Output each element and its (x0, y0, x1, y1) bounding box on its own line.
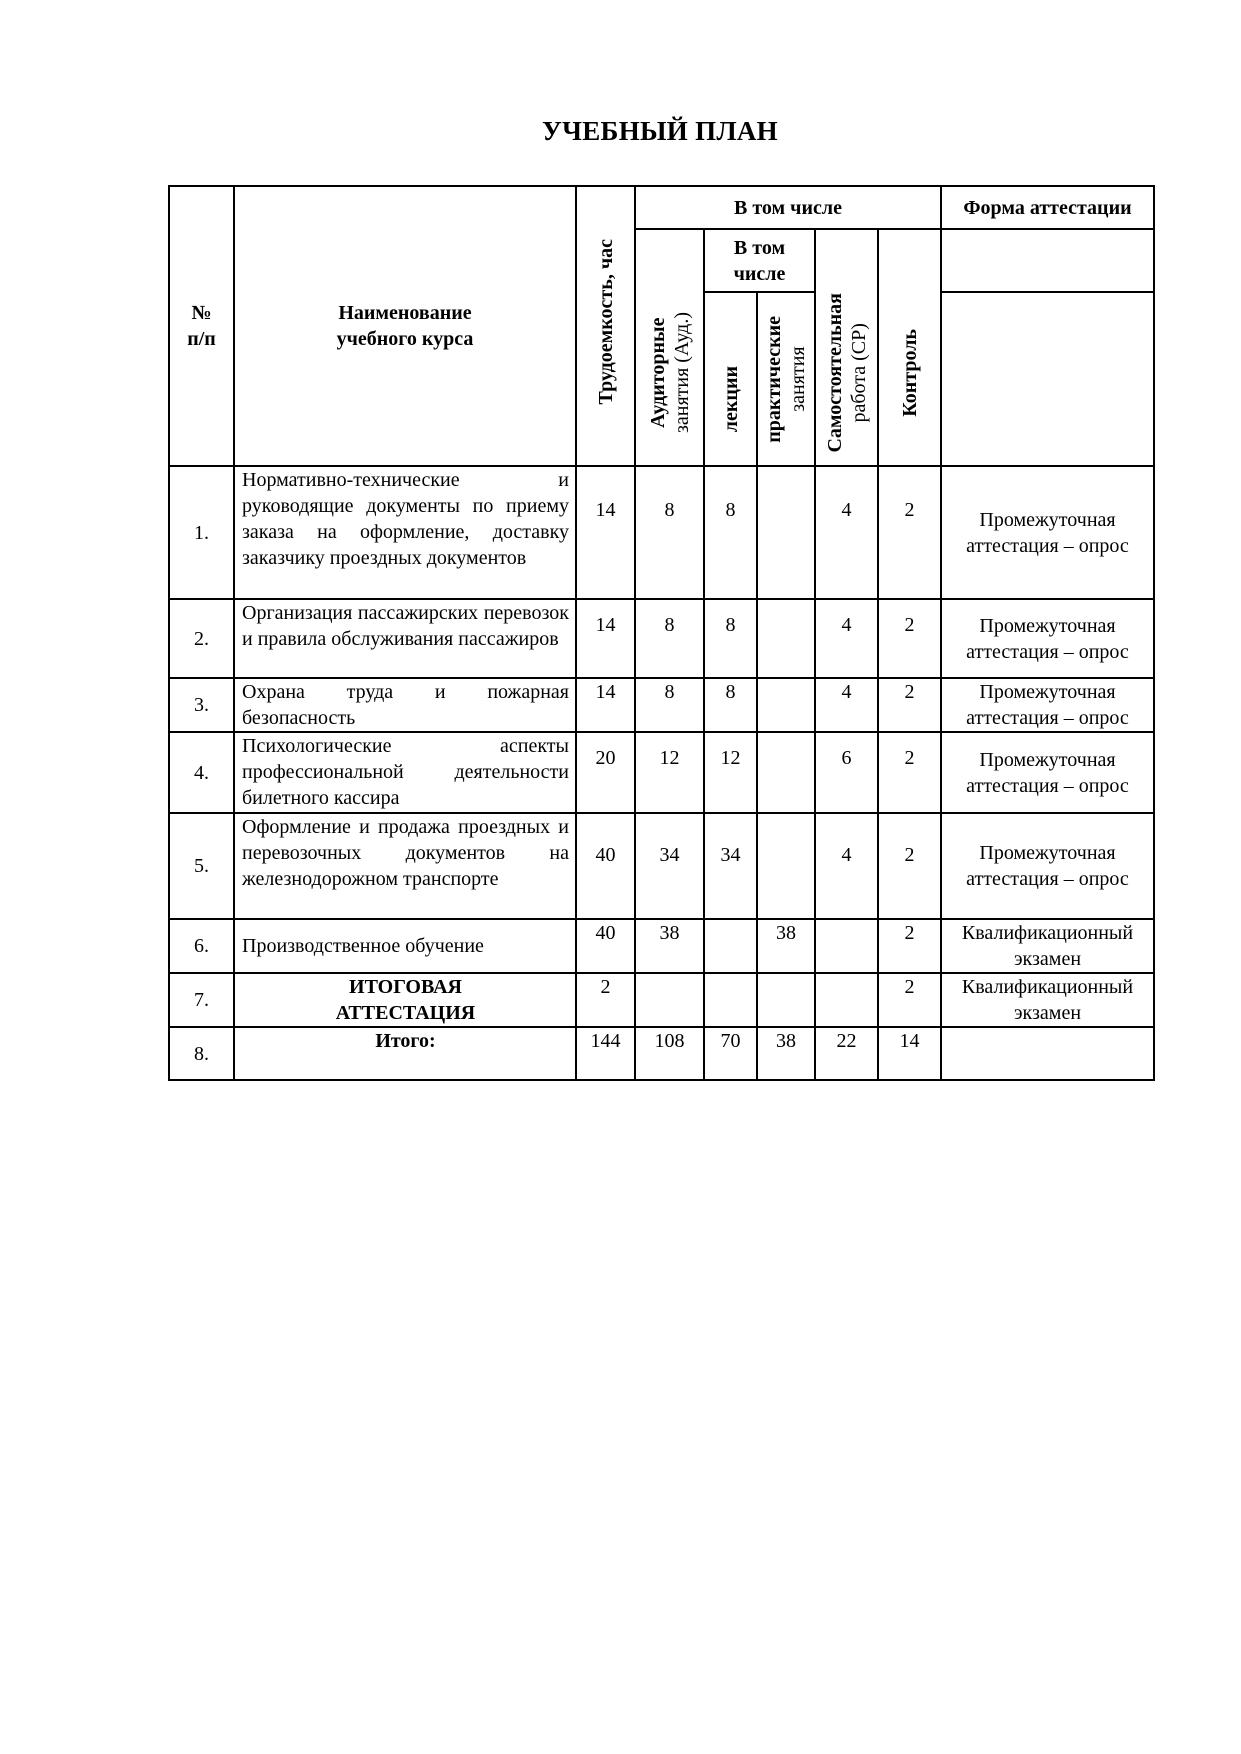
header-auditory-line2: занятия (Ауд.) (670, 311, 693, 433)
course-name-line1: ИТОГОВАЯ (349, 976, 462, 998)
header-num-line2: п/п (187, 328, 216, 350)
header-attestation-form: Форма аттестации (941, 186, 1154, 229)
attestation-form-line2: аттестация – опрос (966, 707, 1129, 729)
row-number: 2. (169, 599, 234, 678)
attestation-form-line1: Квалификационный (961, 922, 1134, 944)
header-including-sub-line2: числе (733, 262, 786, 285)
self-work-cell: 4 (815, 678, 878, 732)
attestation-form-line1: Квалификационный (961, 976, 1134, 998)
attestation-form-line2: экзамен (1013, 948, 1082, 970)
attestation-form-line2: аттестация – опрос (966, 868, 1129, 890)
header-auditory-line1: Аудиторные (646, 317, 669, 428)
header-lectures (704, 292, 757, 466)
lectures-cell: 8 (704, 466, 757, 599)
hours-cell: 2 (576, 973, 635, 1027)
hours-cell: 40 (576, 813, 635, 919)
control-cell: 2 (878, 919, 941, 973)
attestation-form-line1: Промежуточная (979, 842, 1116, 864)
course-name: Оформление и продажа проездных и перевозочных документов на железнодорожном транспорте (234, 813, 576, 919)
table-row (169, 732, 1154, 813)
course-name: Нормативно-технические и руководящие документы по приему заказа на оформление, доставку заказчику проездных документов (234, 466, 576, 599)
practical-cell: 38 (757, 919, 815, 973)
lectures-cell: 12 (704, 732, 757, 813)
lectures-cell: 8 (704, 599, 757, 678)
header-num-line1: № (191, 302, 212, 324)
hours-cell: 144 (576, 1027, 635, 1080)
table-row (169, 678, 1154, 732)
course-name: Охрана труда и пожарная безопасность (234, 678, 576, 732)
control-cell: 14 (878, 1027, 941, 1080)
attestation-form-line1: Промежуточная (979, 508, 1116, 531)
header-self-line2: работа (СР) (847, 322, 870, 423)
hours-cell: 14 (576, 466, 635, 599)
row-number: 4. (169, 732, 234, 813)
row-number: 7. (169, 973, 234, 1027)
practical-cell (757, 466, 815, 599)
course-name: Психологические аспекты профессиональной деятельности билетного кассира (234, 732, 576, 813)
auditory-cell: 38 (635, 919, 704, 973)
hours-cell: 40 (576, 919, 635, 973)
practical-cell (757, 678, 815, 732)
header-control-text: Контроль (898, 328, 921, 417)
attestation-form-line1: Промежуточная (979, 681, 1116, 703)
header-lectures-text: лекции (719, 365, 742, 433)
header-self-work-text (823, 243, 871, 453)
header-practical-line2: занятия (787, 346, 809, 412)
header-practical (757, 292, 815, 466)
header-hours-text: Трудоемкость, час (594, 239, 617, 405)
header-auditory-text (646, 262, 694, 433)
course-name: Организация пассажирских перевозок и правила обслуживания пассажиров (234, 599, 576, 678)
self-work-cell: 6 (815, 732, 878, 813)
practical-cell (757, 813, 815, 919)
header-attestation-empty-1 (941, 229, 1154, 292)
attestation-form-cell (941, 813, 1154, 919)
control-cell: 2 (878, 599, 941, 678)
total-label: Итого: (234, 1027, 576, 1080)
practical-cell: 38 (757, 1027, 815, 1080)
self-work-cell: 4 (815, 599, 878, 678)
row-number: 6. (169, 919, 234, 973)
auditory-cell: 34 (635, 813, 704, 919)
curriculum-table (168, 185, 1155, 1081)
header-hours (576, 186, 635, 466)
hours-cell: 14 (576, 678, 635, 732)
attestation-form-cell (941, 678, 1154, 732)
header-practical-text (762, 316, 810, 443)
attestation-form-line1: Промежуточная (979, 614, 1116, 637)
course-name-line2: АТТЕСТАЦИЯ (335, 1002, 476, 1024)
self-work-cell: 22 (815, 1027, 878, 1080)
self-work-cell (815, 973, 878, 1027)
attestation-form-line2: аттестация – опрос (966, 534, 1129, 557)
control-cell: 2 (878, 466, 941, 599)
table-row-total (169, 1027, 1154, 1080)
header-name-line2: учебного курса (336, 328, 474, 350)
row-number: 5. (169, 813, 234, 919)
row-number: 1. (169, 466, 234, 599)
attestation-form-cell (941, 1027, 1154, 1080)
header-num (169, 186, 234, 466)
header-self-work (815, 229, 878, 466)
lectures-cell (704, 919, 757, 973)
lectures-cell: 8 (704, 678, 757, 732)
control-cell: 2 (878, 732, 941, 813)
table-row (169, 466, 1154, 599)
auditory-cell: 12 (635, 732, 704, 813)
auditory-cell: 8 (635, 466, 704, 599)
attestation-form-cell (941, 732, 1154, 813)
attestation-form-cell (941, 973, 1154, 1027)
table-row (169, 599, 1154, 678)
attestation-form-cell (941, 599, 1154, 678)
attestation-form-line1: Промежуточная (979, 748, 1116, 771)
attestation-form-line2: экзамен (1013, 1002, 1082, 1024)
document-title: УЧЕБНЫЙ ПЛАН (542, 116, 778, 146)
practical-cell (757, 599, 815, 678)
practical-cell (757, 732, 815, 813)
auditory-cell: 108 (635, 1027, 704, 1080)
auditory-cell: 8 (635, 599, 704, 678)
row-number: 3. (169, 678, 234, 732)
header-name-line1: Наименование (338, 302, 472, 324)
hours-cell: 14 (576, 599, 635, 678)
attestation-form-line2: аттестация – опрос (966, 774, 1129, 797)
course-name (234, 973, 576, 1027)
self-work-cell: 4 (815, 813, 878, 919)
header-attestation-empty-2 (941, 292, 1154, 466)
row-number: 8. (169, 1027, 234, 1080)
attestation-form-cell (941, 919, 1154, 973)
control-cell: 2 (878, 813, 941, 919)
auditory-cell (635, 973, 704, 1027)
table-row (169, 813, 1154, 919)
header-practical-line1: практические (763, 315, 785, 443)
lectures-cell (704, 973, 757, 1027)
header-including-sub-line1: В том (733, 236, 786, 259)
self-work-cell: 4 (815, 466, 878, 599)
header-course-name (234, 186, 576, 466)
practical-cell (757, 973, 815, 1027)
control-cell: 2 (878, 973, 941, 1027)
attestation-form-line2: аттестация – опрос (966, 640, 1129, 663)
header-including-sub (704, 229, 815, 292)
header-including: В том числе (635, 186, 941, 229)
auditory-cell: 8 (635, 678, 704, 732)
hours-cell: 20 (576, 732, 635, 813)
header-auditory (635, 229, 704, 466)
lectures-cell: 70 (704, 1027, 757, 1080)
course-name: Производственное обучение (234, 919, 576, 973)
self-work-cell (815, 919, 878, 973)
header-self-line1: Самостоятельная (823, 292, 846, 453)
header-control (878, 229, 941, 466)
control-cell: 2 (878, 678, 941, 732)
table-row (169, 919, 1154, 973)
lectures-cell: 34 (704, 813, 757, 919)
table-row (169, 973, 1154, 1027)
attestation-form-cell (941, 466, 1154, 599)
